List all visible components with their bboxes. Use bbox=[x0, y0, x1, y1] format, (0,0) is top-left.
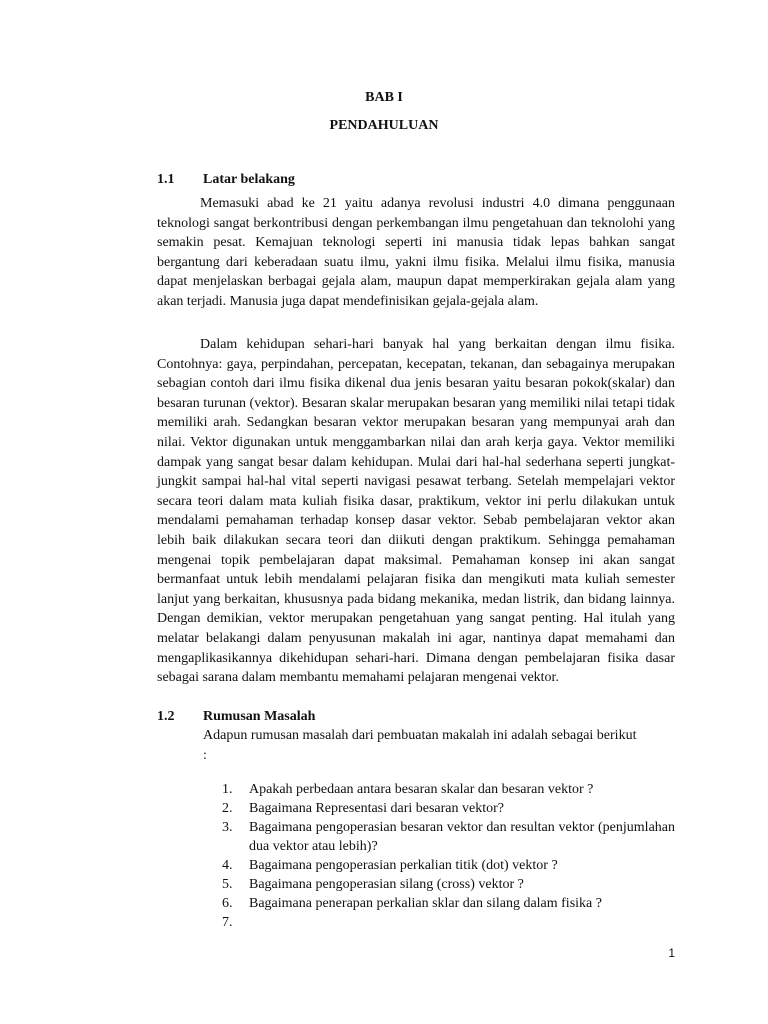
paragraph-block bbox=[157, 194, 675, 312]
list-item bbox=[222, 799, 675, 818]
chapter-title: PENDAHULUAN bbox=[329, 118, 439, 133]
list-item bbox=[222, 780, 675, 799]
page-number: 1 bbox=[668, 946, 675, 960]
list-item-text: Bagaimana penerapan perkalian sklar dan silang dalam fisika ? bbox=[249, 896, 602, 911]
question-list bbox=[222, 780, 675, 932]
section-intro bbox=[203, 726, 675, 765]
intro-colon: : bbox=[203, 747, 207, 763]
paragraph: Dalam kehidupan sehari-hari banyak hal yang berkaitan dengan ilmu fisika. Contohnya: gaya, perpindahan, percepatan, kecepatan, tekanan, dan sebagainya merupakan sebagian contoh dari ilmu fisika dikenal dua jenis besaran yaitu besaran pokok(skalar) dan besaran turunan (vektor). Besaran skalar merupakan besaran yang memiliki nilai tetapi tidak memiliki arah. Sedangkan besaran vektor merupakan besaran yang mempunyai arah dan nilai. Vektor digunakan untuk menggambarkan nilai dan arah kerja gaya. Vektor memiliki dampak yang sangat besar dalam kehidupan. Mulai dari hal-hal sederhana seperti jungkat-jungkit sampai hal-hal vital seperti navigasi pesawat terbang. Setelah mempelajari vektor secara teori dalam mata kuliah fisika dasar, praktikum, vektor ini perlu dilakukan untuk mendalami pemahaman terhadap konsep dasar vektor. Sebab pembelajaran vektor akan lebih baik dilakukan secara teori dan diikuti dengan praktikum. Sehingga pemahaman mengenai topik pembelajaran dapat maksimal. Pemahaman konsep ini akan sangat bermanfaat untuk lebih mendalami pelajaran fisika dan mengikuti mata kuliah semester lanjut yang berkaitan, khususnya pada bidang mekanika, medan listrik, dan bidang lainnya. Dengan demikian, vektor merupakan pengetahuan yang sangat penting. Hal itulah yang melatar belakangi dalam penyusunan makalah ini agar, nantinya dapat memahami dan mengaplikasikannya dikehidupan sehari-hari. Dimana dengan pembelajaran fisika dasar sebagai sarana dalam membantu memahami pelajaran mengenai vektor. bbox=[157, 337, 675, 686]
section-number: 1.2 bbox=[157, 709, 175, 724]
list-item-text bbox=[249, 915, 253, 930]
list-item bbox=[222, 856, 675, 875]
section-title: Rumusan Masalah bbox=[203, 709, 316, 724]
list-item-text: Bagaimana pengoperasian besaran vektor dan resultan vektor (penjumlahan dua vektor atau lebih)? bbox=[249, 820, 675, 854]
intro-text: Adapun rumusan masalah dari pembuatan makalah ini adalah sebagai berikut bbox=[203, 728, 637, 743]
list-item-number: 4. bbox=[222, 858, 233, 873]
section-title: Latar belakang bbox=[203, 172, 295, 187]
paragraph: Memasuki abad ke 21 yaitu adanya revolusi industri 4.0 dimana penggunaan teknologi sangat berkontribusi dengan perkembangan ilmu pengetahuan dan teknolohi yang semakin pesat. Kemajuan teknologi seperti ini manusia tidak lepas bahkan sangat bergantung dari keberadaan suatu ilmu, yakni ilmu fisika. Melalui ilmu fisika, manusia dapat menjelaskan berbagai gejala alam, maupun dapat memperkirakan gejala alam yang akan terjadi. Manusia juga dapat mendefinisikan gejala-gejala alam. bbox=[157, 196, 675, 309]
list-item bbox=[222, 913, 675, 932]
section-heading-latar-belakang bbox=[157, 172, 295, 188]
list-item-number: 5. bbox=[222, 877, 233, 892]
list-item-text: Bagaimana Representasi dari besaran vektor? bbox=[249, 801, 505, 816]
list-item-text: Bagaimana pengoperasian silang (cross) vektor ? bbox=[249, 877, 524, 892]
list-item bbox=[222, 818, 675, 856]
list-item-text: Apakah perbedaan antara besaran skalar dan besaran vektor ? bbox=[249, 782, 594, 797]
paragraph-block bbox=[157, 335, 675, 688]
list-item-number: 2. bbox=[222, 801, 233, 816]
list-item-text: Bagaimana pengoperasian perkalian titik (dot) vektor ? bbox=[249, 858, 558, 873]
list-item-number: 1. bbox=[222, 782, 233, 797]
list-item-number: 7. bbox=[222, 915, 233, 930]
list-item-number: 6. bbox=[222, 896, 233, 911]
chapter-number: BAB I bbox=[365, 90, 403, 105]
section-heading-rumusan-masalah bbox=[157, 709, 315, 725]
list-item bbox=[222, 894, 675, 913]
list-item bbox=[222, 875, 675, 894]
section-number: 1.1 bbox=[157, 172, 175, 187]
list-item-number: 3. bbox=[222, 820, 233, 835]
